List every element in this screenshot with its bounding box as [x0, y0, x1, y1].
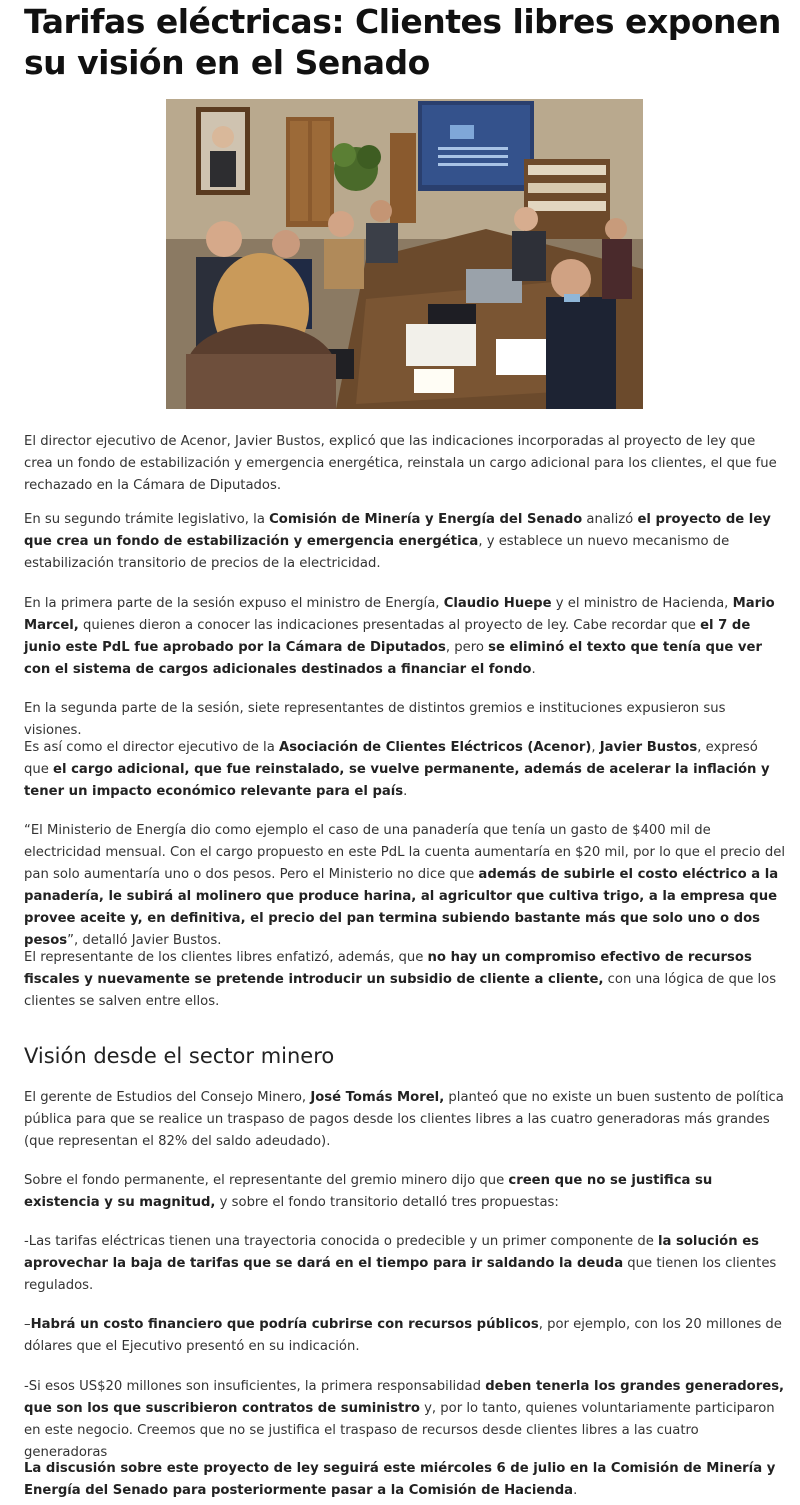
- paragraph-text: En su segundo trámite legislativo, la: [24, 512, 270, 527]
- paragraph-text: con una lógica de que los clientes se salven entre ellos.: [24, 972, 777, 1009]
- paragraph-text: .: [531, 662, 536, 677]
- photo-illustration: [166, 99, 643, 409]
- paragraph-text: El representante de los clientes libres enfatizó, además, que: [24, 950, 428, 965]
- paragraph-text: El director ejecutivo de Acenor, Javier Bustos, explicó que las indicaciones incorporadas al proyecto de ley que crea un fondo de estabilización y emergencia energética, reinstala un cargo adicional para los clientes, el que fue rechazado en la Cámara de Diputados.: [24, 434, 777, 493]
- paragraph-text: que tienen los clientes regulados.: [24, 1256, 777, 1293]
- paragraph-text: El gerente de Estudios del Consejo Minero,: [24, 1090, 311, 1105]
- paragraph-intro: [24, 431, 786, 497]
- paragraph-primera-parte: [24, 593, 786, 681]
- paragraph-text: analizó: [582, 512, 638, 527]
- paragraph-text: Es así como el director ejecutivo de la: [24, 740, 279, 755]
- paragraph-propuesta-1: [24, 1231, 786, 1297]
- paragraph-text: -Las tarifas eléctricas tienen una trayectoria conocida o predecible y un primer componente de: [24, 1234, 659, 1249]
- paragraph-text: planteó que no existe un buen sustento de política pública para que se realice un traspaso de pagos desde los clientes libres a las cuatro generadoras más grandes (que representan el 82% del saldo adeudado).: [24, 1090, 784, 1149]
- paragraph-text: -Si esos US$20 millones son insuficientes, la primera responsabilidad: [24, 1379, 486, 1394]
- paragraph-acenor: [24, 737, 786, 803]
- paragraph-text: –: [24, 1317, 31, 1332]
- section-heading: Visión desde el sector minero: [24, 1044, 335, 1068]
- paragraph-tramite: [24, 509, 786, 575]
- paragraph-text: , expresó que: [24, 740, 758, 777]
- paragraph-text: quienes dieron a conocer las indicaciones presentadas al proyecto de ley. Cabe recordar que: [78, 618, 701, 633]
- paragraph-text: “El Ministerio de Energía dio como ejemplo el caso de una panadería que tenía un gasto de $400 mil de electricidad mensual. Con el cargo propuesto en este PdL la cuenta aumentaría en $20 mil, por lo que el precio del pan solo aumentaría uno o dos pesos. Pero el Ministerio no dice que: [24, 823, 785, 882]
- paragraph-text: ”, detalló Javier Bustos.: [67, 933, 222, 948]
- emphasis-text: José Tomás Morel,: [310, 1090, 445, 1105]
- emphasis-text: La discusión sobre este proyecto de ley seguirá este miércoles 6 de julio en la Comisión de Minería y Energía del Senado para posteriormente pasar a la Comisión de Hacienda: [24, 1461, 776, 1498]
- paragraph-cierre: [24, 1458, 786, 1502]
- paragraph-text: , pero: [445, 640, 489, 655]
- paragraph-text: , por ejemplo, con los 20 millones de dólares que el Ejecutivo presentó en su indicación.: [24, 1317, 782, 1354]
- paragraph-fondo-permanente: [24, 1170, 786, 1214]
- emphasis-text: se eliminó el texto que tenía que ver con el sistema de cargos adicionales destinados a financiar el fondo: [24, 640, 762, 677]
- emphasis-text: Comisión de Minería y Energía del Senado: [269, 512, 583, 527]
- paragraph-text: ,: [591, 740, 600, 755]
- emphasis-text: Asociación de Clientes Eléctricos (Acenor): [279, 740, 592, 755]
- paragraph-text: y, por lo tanto, quienes voluntariamente participaron en este negocio. Creemos que no se justifica el traspaso de recursos desde clientes libres a las cuatro generadoras: [24, 1401, 775, 1460]
- paragraph-propuesta-3: [24, 1376, 786, 1464]
- emphasis-text: el proyecto de ley que crea un fondo de estabilización y emergencia energética: [24, 512, 771, 549]
- paragraph-text: y sobre el fondo transitorio detalló tres propuestas:: [215, 1195, 559, 1210]
- emphasis-text: la solución es aprovechar la baja de tarifas que se dará en el tiempo para ir saldando la deuda: [24, 1234, 760, 1271]
- emphasis-text: Javier Bustos: [599, 740, 698, 755]
- emphasis-text: Habrá un costo financiero que podría cubrirse con recursos públicos: [30, 1317, 539, 1332]
- paragraph-subsidio: [24, 947, 786, 1013]
- emphasis-text: el 7 de junio este PdL fue aprobado por la Cámara de Diputados: [24, 618, 751, 655]
- paragraph-text: En la segunda parte de la sesión, siete representantes de distintos gremios e instituciones expusieron sus visiones.: [24, 701, 726, 738]
- paragraph-propuesta-2: [24, 1314, 786, 1358]
- article-photo: [166, 99, 643, 409]
- emphasis-text: Mario Marcel,: [24, 596, 775, 633]
- emphasis-text: no hay un compromiso efectivo de recursos fiscales y nuevamente se pretende introducir un subsidio de cliente a cliente,: [24, 950, 752, 987]
- paragraph-text: .: [403, 784, 408, 799]
- article-title: Tarifas eléctricas: Clientes libres exponen su visión en el Senado: [24, 2, 781, 82]
- emphasis-text: además de subirle el costo eléctrico a la panadería, le subirá al molinero que produce harina, al agricultor que cultiva trigo, a la empresa que provee aceite y, en definitiva, el precio del pan termina subiendo bastante más que solo uno o dos pesos: [24, 867, 779, 948]
- emphasis-text: deben tenerla los grandes generadores, que son los que suscribieron contratos de suministro: [24, 1379, 785, 1416]
- paragraph-consejo-minero: [24, 1087, 786, 1153]
- emphasis-text: creen que no se justifica su existencia y su magnitud,: [24, 1173, 713, 1210]
- paragraph-text: y el ministro de Hacienda,: [551, 596, 733, 611]
- paragraph-text: .: [573, 1483, 578, 1498]
- paragraph-text: , y establece un nuevo mecanismo de estabilización transitorio de precios de la electricidad.: [24, 534, 730, 571]
- emphasis-text: Claudio Huepe: [443, 596, 552, 611]
- paragraph-quote: [24, 820, 786, 952]
- emphasis-text: el cargo adicional, que fue reinstalado, se vuelve permanente, además de acelerar la inflación y tener un impacto económico relevante para el país: [24, 762, 770, 799]
- paragraph-text: Sobre el fondo permanente, el representante del gremio minero dijo que: [24, 1173, 509, 1188]
- paragraph-text: En la primera parte de la sesión expuso el ministro de Energía,: [24, 596, 444, 611]
- paragraph-segunda-parte: [24, 698, 786, 742]
